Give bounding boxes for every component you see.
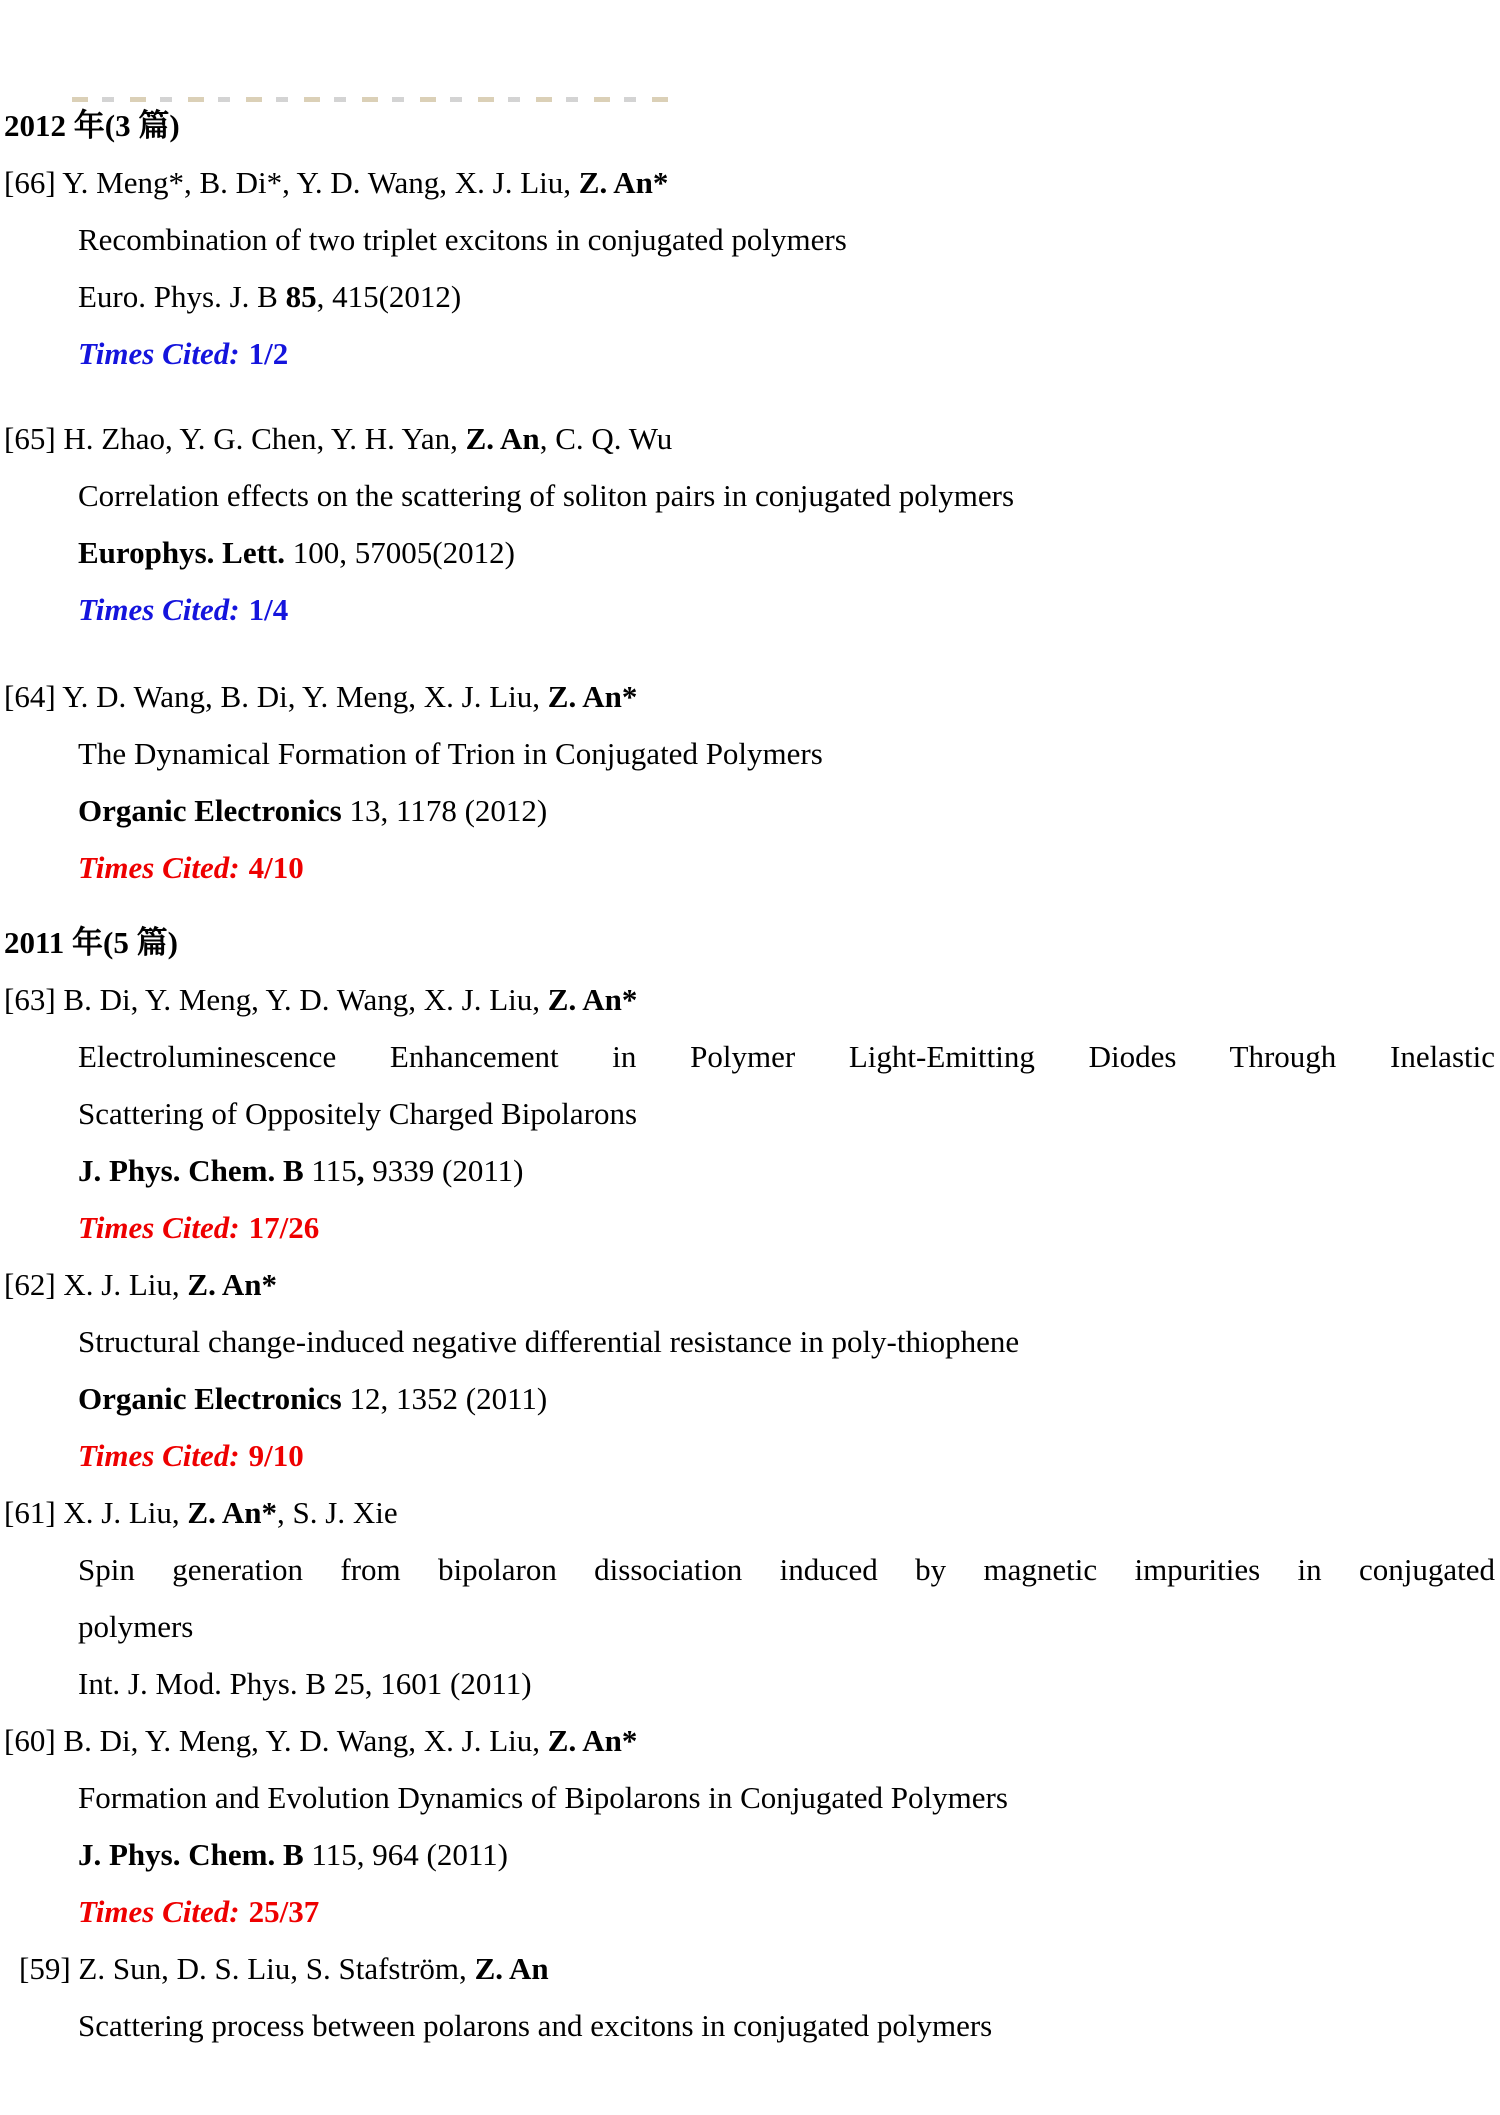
text-segment: Recombination of two triplet excitons in conjugated polymers [78, 222, 847, 257]
times-cited-line [0, 839, 1500, 896]
journal-reference-line [0, 1142, 1500, 1199]
paper-title-line [0, 1997, 1500, 2054]
publication-entry [0, 668, 1500, 896]
paper-title-line [0, 1598, 1500, 1655]
journal-reference-line [0, 268, 1500, 325]
text-segment: 85 [285, 279, 317, 314]
text-segment: 100, 57005(2012) [292, 535, 515, 570]
publication-list [0, 97, 1500, 2054]
text-segment: J. Phys. Chem. B [78, 1837, 312, 1872]
paper-title-line [0, 1313, 1500, 1370]
author-name-segment: Z. Sun, D. S. Liu, S. Stafström, [78, 1951, 475, 1986]
text-segment: Europhys. Lett. [78, 535, 293, 570]
text-segment: Formation and Evolution Dynamics of Bipolarons in Conjugated Polymers [78, 1780, 1008, 1815]
times-cited-line [0, 1883, 1500, 1940]
text-segment: Correlation effects on the scattering of soliton pairs in conjugated polymers [78, 478, 1015, 513]
author-name-segment: H. Zhao, Y. G. Chen, Y. H. Yan, [63, 421, 466, 456]
author-name-segment: Z. An* [578, 165, 669, 200]
paper-title-line [0, 211, 1500, 268]
text-segment: Scattering process between polarons and excitons in conjugated polymers [78, 2008, 993, 2043]
text-segment: Scattering of Oppositely Charged Bipolarons [78, 1096, 638, 1131]
year-section-header: 2011 年(5 篇) [4, 925, 178, 960]
author-name-segment: X. J. Liu, [63, 1267, 188, 1302]
text-segment: Organic Electronics [78, 793, 350, 828]
publication-entry [0, 1256, 1500, 1484]
text-segment: Euro. Phys. J. B [78, 279, 286, 314]
journal-reference-line [0, 1826, 1500, 1883]
times-cited-value: 9/10 [248, 1438, 304, 1473]
author-name-segment: Z. An [465, 421, 540, 456]
text-segment: 9339 (2011) [364, 1153, 524, 1188]
author-name-segment: Z. An* [547, 679, 638, 714]
times-cited-label: Times Cited: [78, 1210, 240, 1245]
paper-title-line [0, 1085, 1500, 1142]
journal-reference-line [0, 782, 1500, 839]
times-cited-value: 17/26 [248, 1210, 320, 1245]
times-cited-label: Times Cited: [78, 1438, 240, 1473]
author-name-segment: Z. An [474, 1951, 549, 1986]
publication-entry [0, 1940, 1500, 2054]
text-segment: , [356, 1153, 365, 1188]
author-name-segment: , S. J. Xie [277, 1495, 398, 1530]
publication-entry [0, 154, 1500, 382]
publication-entry [0, 1484, 1500, 1712]
text-segment: J. Phys. Chem. B [78, 1153, 312, 1188]
entry-number-label: [61] [4, 1495, 56, 1530]
text-segment: Structural change-induced negative differential resistance in poly-thiophene [78, 1324, 1020, 1359]
text-segment: Spin generation from bipolaron dissociation induced by magnetic impurities in conjugated [78, 1552, 1495, 1587]
author-name-segment: , C. Q. Wu [539, 421, 673, 456]
entry-number-label: [64] [4, 679, 56, 714]
entry-authors-line [0, 410, 1500, 467]
entry-number-label: [59] [19, 1951, 71, 1986]
entry-authors-line [0, 668, 1500, 725]
times-cited-label: Times Cited: [78, 336, 240, 371]
text-segment: 12, 1352 (2011) [349, 1381, 548, 1416]
paper-title-line [0, 1541, 1500, 1598]
entry-number-label: [62] [4, 1267, 56, 1302]
entry-number-label: [66] [4, 165, 56, 200]
entry-authors-line [0, 971, 1500, 1028]
text-segment: The Dynamical Formation of Trion in Conjugated Polymers [78, 736, 823, 771]
paper-title-line [0, 467, 1500, 524]
author-name-segment: Z. An* [547, 1723, 638, 1758]
journal-reference-line [0, 1370, 1500, 1427]
entry-authors-line [0, 1712, 1500, 1769]
journal-reference-line [0, 524, 1500, 581]
author-name-segment: Z. An* [547, 982, 638, 1017]
publication-entry [0, 971, 1500, 1256]
text-segment: 115, 964 (2011) [311, 1837, 508, 1872]
author-name-segment: Z. An* [187, 1495, 278, 1530]
times-cited-value: 4/10 [248, 850, 304, 885]
times-cited-line [0, 1427, 1500, 1484]
times-cited-line [0, 325, 1500, 382]
author-name-segment: Y. D. Wang, B. Di, Y. Meng, X. J. Liu, [62, 679, 548, 714]
author-name-segment: B. Di, Y. Meng, Y. D. Wang, X. J. Liu, [63, 1723, 548, 1758]
times-cited-value: 1/4 [248, 592, 289, 627]
author-name-segment: B. Di, Y. Meng, Y. D. Wang, X. J. Liu, [63, 982, 548, 1017]
journal-reference-line [0, 1655, 1500, 1712]
paper-title-line [0, 1769, 1500, 1826]
text-segment: , 415(2012) [316, 279, 462, 314]
times-cited-value: 1/2 [248, 336, 289, 371]
text-segment: Organic Electronics [78, 1381, 350, 1416]
author-name-segment: X. J. Liu, [63, 1495, 188, 1530]
publication-entry [0, 410, 1500, 638]
paper-title-line [0, 1028, 1500, 1085]
text-segment: 13, 1178 (2012) [349, 793, 548, 828]
entry-number-label: [60] [4, 1723, 56, 1758]
times-cited-value: 25/37 [248, 1894, 320, 1929]
times-cited-line [0, 1199, 1500, 1256]
paper-title-line [0, 725, 1500, 782]
text-segment: Int. J. Mod. Phys. B 25, 1601 (2011) [78, 1666, 532, 1701]
author-name-segment: Z. An* [187, 1267, 278, 1302]
times-cited-line [0, 581, 1500, 638]
times-cited-label: Times Cited: [78, 592, 240, 627]
author-name-segment: Y. Meng*, B. Di*, Y. D. Wang, X. J. Liu, [62, 165, 579, 200]
publication-entry [0, 1712, 1500, 1940]
times-cited-label: Times Cited: [78, 1894, 240, 1929]
entry-authors-line [0, 154, 1500, 211]
text-segment: 115 [311, 1153, 357, 1188]
times-cited-label: Times Cited: [78, 850, 240, 885]
text-segment: polymers [78, 1609, 194, 1644]
entry-authors-line [0, 1940, 1500, 1997]
text-segment: Electroluminescence Enhancement in Polymer Light-Emitting Diodes Through Inelastic [78, 1039, 1495, 1074]
entry-authors-line [0, 1484, 1500, 1541]
entry-authors-line [0, 1256, 1500, 1313]
entry-number-label: [63] [4, 982, 56, 1017]
entry-number-label: [65] [4, 421, 56, 456]
publication-list-page [0, 97, 1500, 2115]
year-section-header: 2012 年(3 篇) [4, 108, 180, 143]
